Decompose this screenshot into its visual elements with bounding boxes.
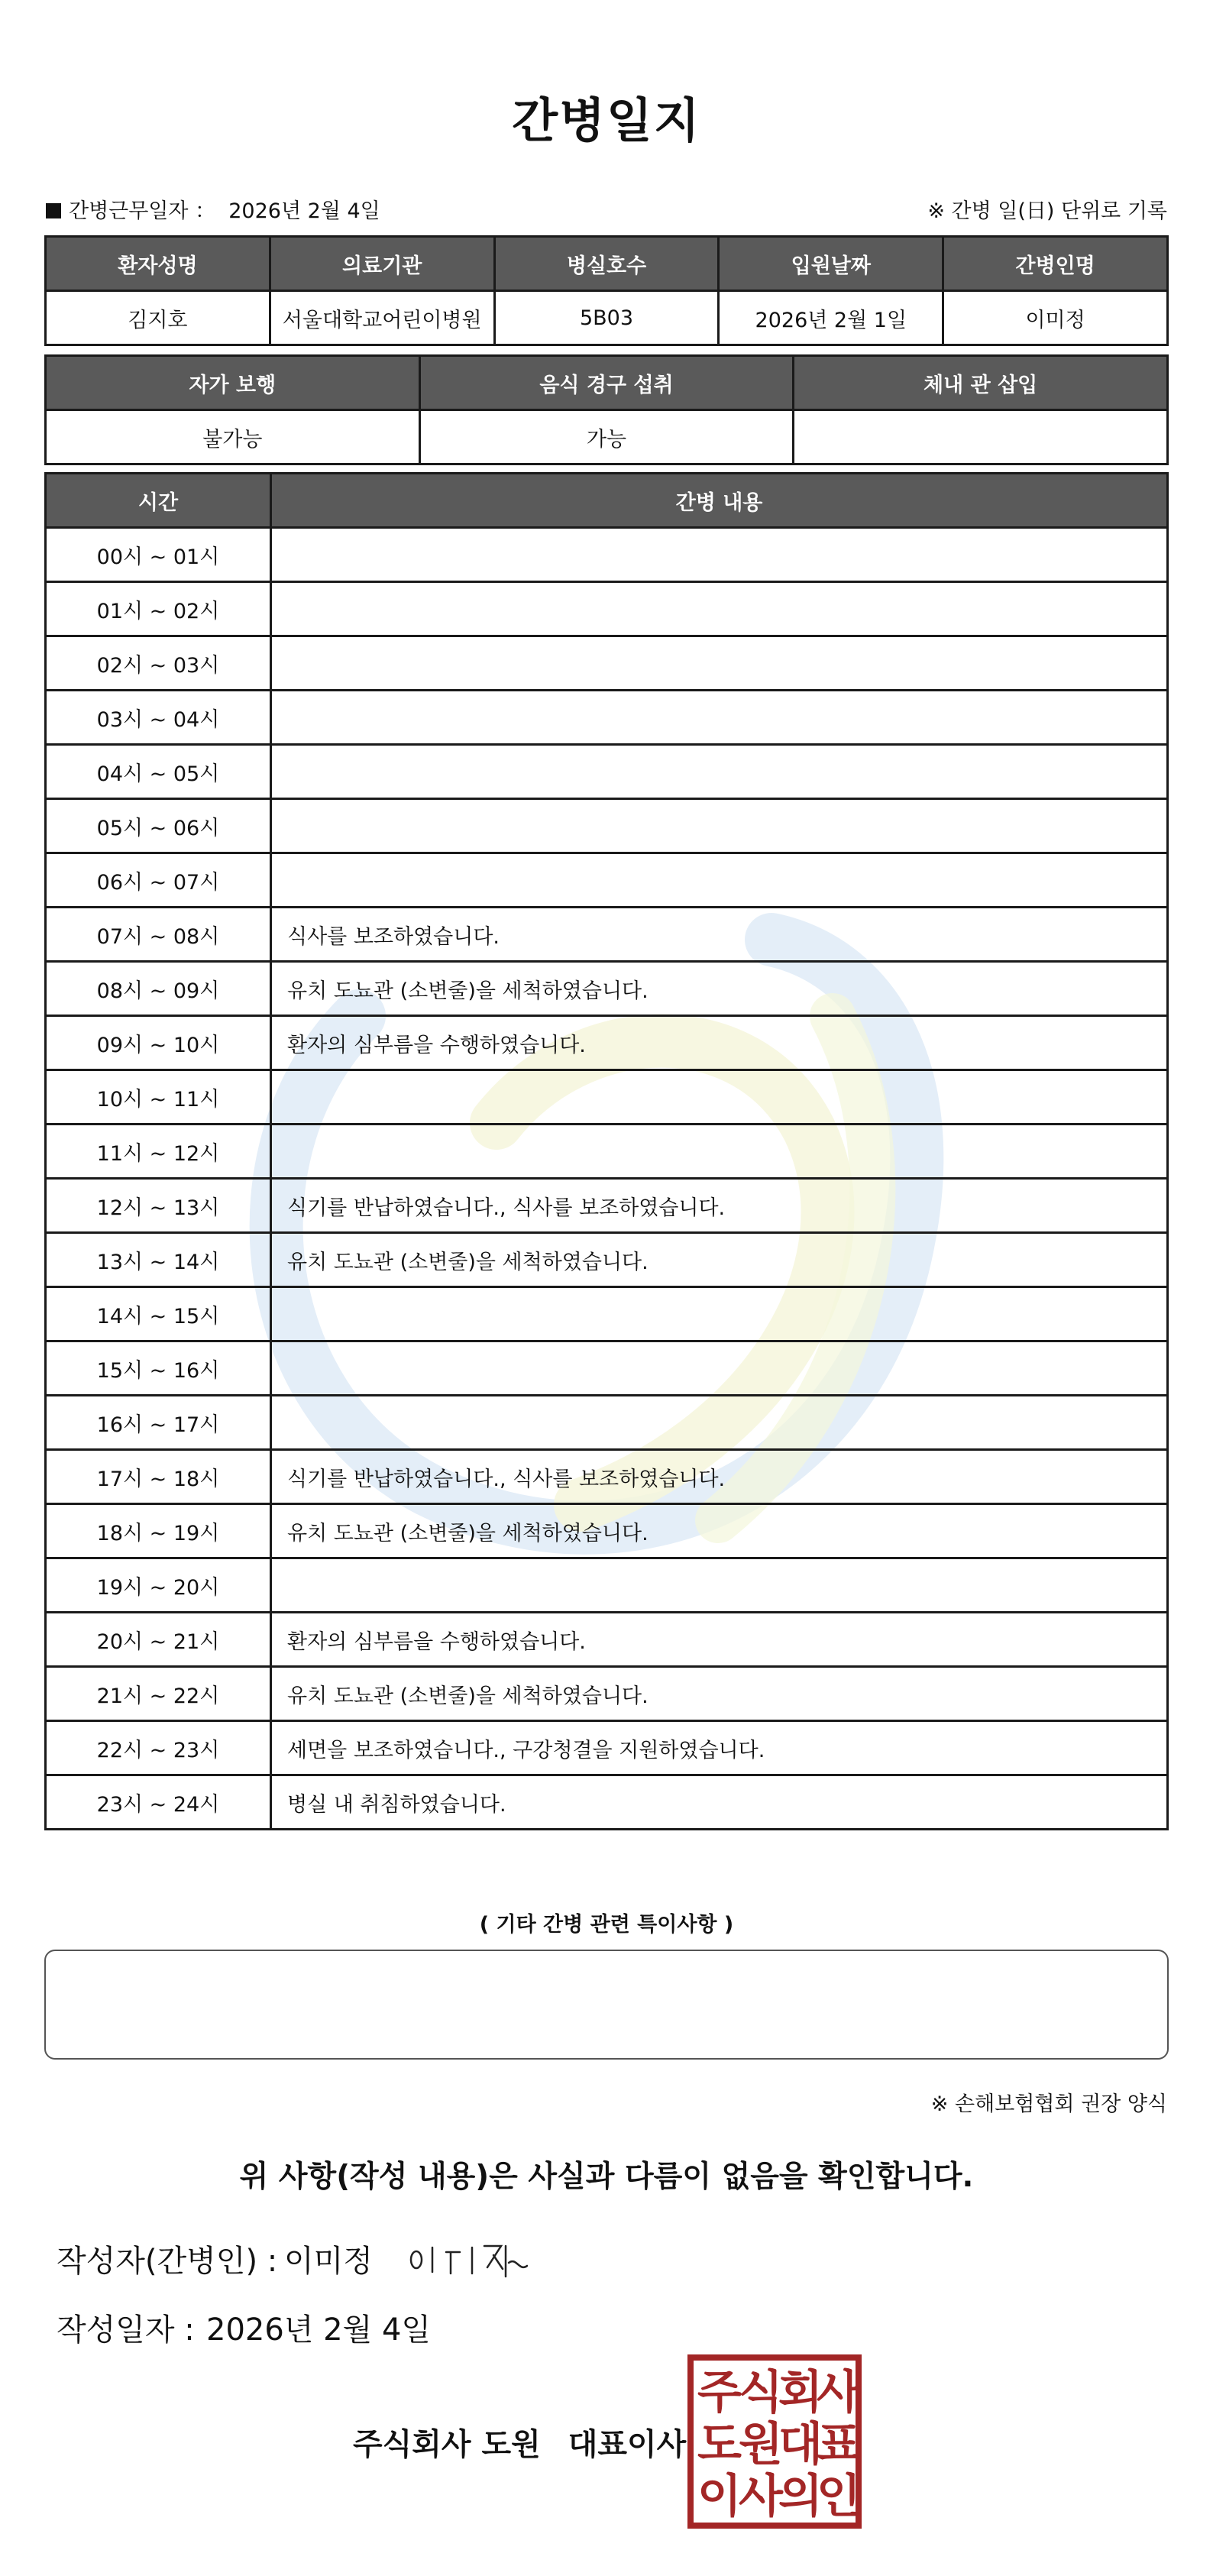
care-content: 병실 내 취침하였습니다. xyxy=(271,1775,1168,1830)
time-slot: 01시 ~ 02시 xyxy=(46,582,271,636)
special-notes-title: ( 기타 간병 관련 특이사항 ) xyxy=(479,1913,734,1937)
table-row xyxy=(46,1179,1168,1233)
patient-info-table xyxy=(44,235,1169,346)
care-content xyxy=(271,691,1168,745)
self-walking-value: 불가능 xyxy=(46,410,420,464)
header-tube-insertion: 체내 관 삽입 xyxy=(794,356,1168,410)
time-slot: 05시 ~ 06시 xyxy=(46,799,271,853)
patient-name: 김지호 xyxy=(46,291,270,345)
table-row xyxy=(46,1613,1168,1667)
header-care-content: 간병 내용 xyxy=(271,474,1168,528)
tube-insertion-value xyxy=(794,410,1168,464)
table-row xyxy=(46,1396,1168,1450)
writer-label: 작성자(간병인) : xyxy=(57,2244,278,2279)
time-slot: 06시 ~ 07시 xyxy=(46,853,271,908)
care-content xyxy=(271,1341,1168,1396)
table-row xyxy=(46,1341,1168,1396)
company-signature-line xyxy=(353,2420,686,2464)
header-oral-intake: 음식 경구 섭취 xyxy=(419,356,794,410)
handwritten-signature xyxy=(405,2229,588,2283)
table-row xyxy=(46,1450,1168,1504)
table-row xyxy=(46,1721,1168,1775)
care-content: 식사를 보조하였습니다. xyxy=(271,908,1168,962)
care-content xyxy=(271,1396,1168,1450)
room-number: 5B03 xyxy=(494,291,719,345)
care-content: 유치 도뇨관 (소변줄)을 세척하였습니다. xyxy=(271,1233,1168,1287)
care-content: 식기를 반납하였습니다., 식사를 보조하였습니다. xyxy=(271,1450,1168,1504)
care-content xyxy=(271,1287,1168,1341)
care-log-header-row xyxy=(46,474,1168,528)
header-time: 시간 xyxy=(46,474,271,528)
header-patient-name: 환자성명 xyxy=(46,237,270,291)
table-row xyxy=(46,908,1168,962)
table-row xyxy=(46,1287,1168,1341)
care-content: 유치 도뇨관 (소변줄)을 세척하였습니다. xyxy=(271,1504,1168,1558)
table-row xyxy=(46,1504,1168,1558)
caregiver-name: 이미정 xyxy=(943,291,1168,345)
time-slot: 20시 ~ 21시 xyxy=(46,1613,271,1667)
care-content: 유치 도뇨관 (소변줄)을 세척하였습니다. xyxy=(271,1667,1168,1721)
care-content: 식기를 반납하였습니다., 식사를 보조하였습니다. xyxy=(271,1179,1168,1233)
svg-text:의: 의 xyxy=(778,2470,823,2523)
oral-intake-value: 가능 xyxy=(419,410,794,464)
svg-text:사: 사 xyxy=(739,2470,783,2523)
table-row xyxy=(46,582,1168,636)
time-slot: 21시 ~ 22시 xyxy=(46,1667,271,1721)
patient-status-value-row xyxy=(46,410,1168,464)
date-value: 2026년 2월 4일 xyxy=(206,2312,432,2348)
care-content: 세면을 보조하였습니다., 구강청결을 지원하였습니다. xyxy=(271,1721,1168,1775)
care-content: 환자의 심부름을 수행하였습니다. xyxy=(271,1016,1168,1070)
table-row xyxy=(46,1233,1168,1287)
time-slot: 14시 ~ 15시 xyxy=(46,1287,271,1341)
time-slot: 04시 ~ 05시 xyxy=(46,745,271,799)
care-log-body xyxy=(46,528,1168,1830)
time-slot: 23시 ~ 24시 xyxy=(46,1775,271,1830)
header-self-walking: 자가 보행 xyxy=(46,356,420,410)
care-content xyxy=(271,745,1168,799)
table-row xyxy=(46,1775,1168,1830)
care-content xyxy=(271,799,1168,853)
header-hospital: 의료기관 xyxy=(270,237,494,291)
table-row xyxy=(46,745,1168,799)
patient-status-header-row xyxy=(46,356,1168,410)
time-slot: 10시 ~ 11시 xyxy=(46,1070,271,1125)
table-row xyxy=(46,962,1168,1016)
svg-text:사: 사 xyxy=(817,2366,861,2419)
writer-name: 이미정 xyxy=(284,2244,373,2279)
patient-info-value-row xyxy=(46,291,1168,345)
patient-info-header-row xyxy=(46,237,1168,291)
table-row xyxy=(46,799,1168,853)
document-title: 간병일지 xyxy=(512,92,701,148)
time-slot: 08시 ~ 09시 xyxy=(46,962,271,1016)
header-admission-date: 입원날짜 xyxy=(719,237,943,291)
time-slot: 09시 ~ 10시 xyxy=(46,1016,271,1070)
care-content: 유치 도뇨관 (소변줄)을 세척하였습니다. xyxy=(271,962,1168,1016)
svg-text:회: 회 xyxy=(778,2366,823,2419)
care-content xyxy=(271,1070,1168,1125)
square-bullet-icon xyxy=(46,203,61,218)
time-slot: 17시 ~ 18시 xyxy=(46,1450,271,1504)
care-content: 환자의 심부름을 수행하였습니다. xyxy=(271,1613,1168,1667)
company-name: 주식회사 도원 xyxy=(353,2427,541,2462)
time-slot: 11시 ~ 12시 xyxy=(46,1125,271,1179)
svg-text:표: 표 xyxy=(817,2418,861,2471)
work-date-value: 2026년 2월 4일 xyxy=(228,199,380,223)
header-room-number: 병실호수 xyxy=(494,237,719,291)
table-row xyxy=(46,528,1168,582)
table-row xyxy=(46,1125,1168,1179)
svg-text:이: 이 xyxy=(697,2470,742,2523)
table-row xyxy=(46,636,1168,691)
table-row xyxy=(46,853,1168,908)
admission-date: 2026년 2월 1일 xyxy=(719,291,943,345)
care-content xyxy=(271,853,1168,908)
hospital-name: 서울대학교어린이병원 xyxy=(270,291,494,345)
care-content xyxy=(271,528,1168,582)
special-notes-box xyxy=(44,1950,1169,2060)
table-row xyxy=(46,1070,1168,1125)
confirmation-statement: 위 사항(작성 내용)은 사실과 다름이 없음을 확인합니다. xyxy=(239,2160,974,2194)
work-date-label: 간병근무일자 ： xyxy=(69,199,216,223)
form-note: ※ 손해보험협회 권장 양식 xyxy=(930,2092,1167,2116)
svg-text:대: 대 xyxy=(778,2418,823,2471)
table-row xyxy=(46,1558,1168,1613)
care-content xyxy=(271,1558,1168,1613)
patient-status-table xyxy=(44,354,1169,465)
representative-title: 대표이사 xyxy=(568,2427,687,2462)
table-row xyxy=(46,1667,1168,1721)
time-slot: 00시 ~ 01시 xyxy=(46,528,271,582)
record-unit-note: ※ 간병 일(日) 단위로 기록 xyxy=(927,199,1167,223)
work-date xyxy=(46,194,380,224)
svg-text:주: 주 xyxy=(697,2366,742,2419)
care-log-table xyxy=(44,472,1169,1830)
time-slot: 22시 ~ 23시 xyxy=(46,1721,271,1775)
care-content xyxy=(271,582,1168,636)
svg-text:식: 식 xyxy=(739,2366,783,2419)
care-content xyxy=(271,1125,1168,1179)
header-caregiver-name: 간병인명 xyxy=(943,237,1168,291)
time-slot: 12시 ~ 13시 xyxy=(46,1179,271,1233)
care-content xyxy=(271,636,1168,691)
time-slot: 02시 ~ 03시 xyxy=(46,636,271,691)
svg-text:인: 인 xyxy=(817,2470,861,2523)
time-slot: 15시 ~ 16시 xyxy=(46,1341,271,1396)
company-seal-stamp xyxy=(686,2353,863,2530)
time-slot: 18시 ~ 19시 xyxy=(46,1504,271,1558)
time-slot: 03시 ~ 04시 xyxy=(46,691,271,745)
time-slot: 07시 ~ 08시 xyxy=(46,908,271,962)
date-label: 작성일자 : xyxy=(57,2312,195,2348)
svg-text:도: 도 xyxy=(697,2418,742,2471)
table-row xyxy=(46,1016,1168,1070)
time-slot: 19시 ~ 20시 xyxy=(46,1558,271,1613)
time-slot: 13시 ~ 14시 xyxy=(46,1233,271,1287)
svg-text:원: 원 xyxy=(739,2418,783,2471)
time-slot: 16시 ~ 17시 xyxy=(46,1396,271,1450)
table-row xyxy=(46,691,1168,745)
